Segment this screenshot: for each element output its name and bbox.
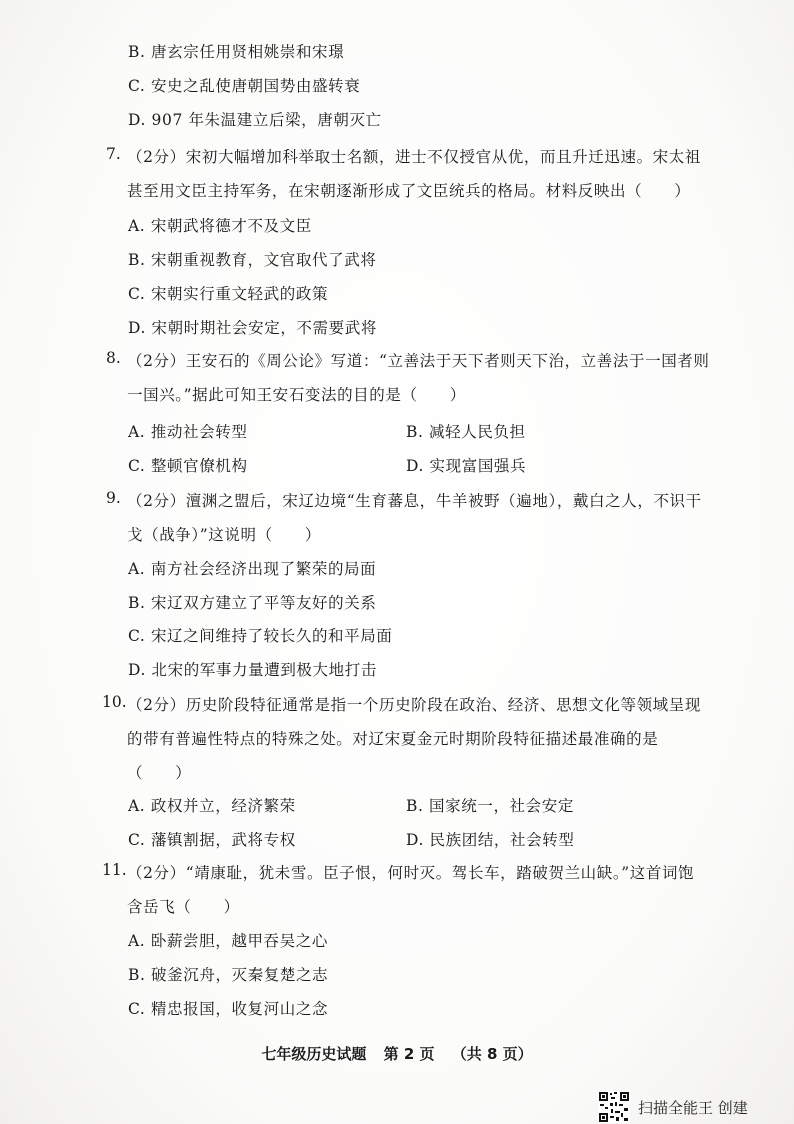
option-a: A. 卧薪尝胆，越甲吞吴之心 (128, 932, 328, 950)
prev-option-c: C. 安史之乱使唐朝国势由盛转衰 (128, 77, 361, 95)
question-number: 7. (106, 145, 121, 163)
option-a: A. 宋朝武将德才不及文臣 (128, 217, 312, 235)
qr-code-icon (598, 1091, 630, 1123)
option-b: B. 宋辽双方建立了平等友好的关系 (128, 594, 377, 612)
footer-page: 第 2 页 (383, 1045, 435, 1063)
question-stem-line: （2分）“靖康耻，犹未雪。臣子恨，何时灭。驾长车，踏破贺兰山缺。”这首词饱 (127, 864, 695, 882)
option-b: B. 破釜沉舟，灭秦复楚之志 (128, 966, 329, 984)
question-stem-line: 的带有普遍性特点的特殊之处。对辽宋夏金元时期阶段特征描述最准确的是 (127, 730, 659, 748)
question-stem-line: 含岳飞（ ） (127, 898, 240, 916)
option-a: A. 南方社会经济出现了繁荣的局面 (128, 560, 377, 578)
scanner-watermark-text: 扫描全能王 创建 (638, 1098, 748, 1117)
option-b: B. 国家统一，社会安定 (406, 797, 574, 815)
option-c: C. 藩镇割据，武将专权 (128, 831, 296, 849)
option-a: A. 推动社会转型 (128, 423, 248, 441)
option-a: A. 政权并立，经济繁荣 (128, 797, 296, 815)
prev-option-b: B. 唐玄宗任用贤相姚崇和宋璟 (128, 43, 345, 61)
question-number: 9. (106, 489, 121, 507)
option-b: B. 宋朝重视教育，文官取代了武将 (128, 251, 377, 269)
question-stem-line: （2分）宋初大幅增加科举取士名额，进士不仅授官从优，而且升迁迅速。宋太祖 (127, 148, 701, 166)
question-stem-line: （ ） (127, 764, 192, 782)
question-stem-line: 甚至用文臣主持军务，在宋朝逐渐形成了文臣统兵的格局。材料反映出（ ） (127, 182, 691, 200)
question-number: 10. (102, 693, 127, 711)
option-c: C. 宋辽之间维持了较长久的和平局面 (128, 627, 393, 645)
question-stem-line: 一国兴。”据此可知王安石变法的目的是（ ） (127, 386, 466, 404)
question-stem-line: （2分）澶渊之盟后，宋辽边境“生育蕃息，牛羊被野（遍地），戴白之人，不识干 (127, 492, 702, 510)
option-d: D. 实现富国强兵 (406, 457, 527, 475)
question-number: 8. (106, 349, 121, 367)
question-stem-line: （2分）历史阶段特征通常是指一个历史阶段在政治、经济、思想文化等领域呈现 (127, 696, 701, 714)
footer-title: 七年级历史试题 (261, 1045, 367, 1063)
prev-option-d: D. 907 年朱温建立后梁，唐朝灭亡 (128, 111, 382, 129)
option-c: C. 宋朝实行重文轻武的政策 (128, 285, 329, 303)
option-c: C. 整顿官僚机构 (128, 457, 248, 475)
scanner-watermark (598, 1090, 748, 1124)
question-stem-line: 戈（战争）”这说明（ ） (127, 526, 321, 544)
question-number: 11. (102, 861, 127, 879)
option-d: D. 北宋的军事力量遭到极大地打击 (128, 661, 377, 679)
option-d: D. 民族团结，社会转型 (406, 831, 575, 849)
option-c: C. 精忠报国，收复河山之念 (128, 1000, 329, 1018)
footer-total: （共 8 页） (451, 1045, 533, 1063)
page-footer (0, 1043, 794, 1064)
option-b: B. 减轻人民负担 (406, 423, 526, 441)
question-stem-line: （2分）王安石的《周公论》写道：“立善法于天下者则天下治，立善法于一国者则 (127, 352, 710, 370)
option-d: D. 宋朝时期社会安定，不需要武将 (128, 319, 377, 337)
